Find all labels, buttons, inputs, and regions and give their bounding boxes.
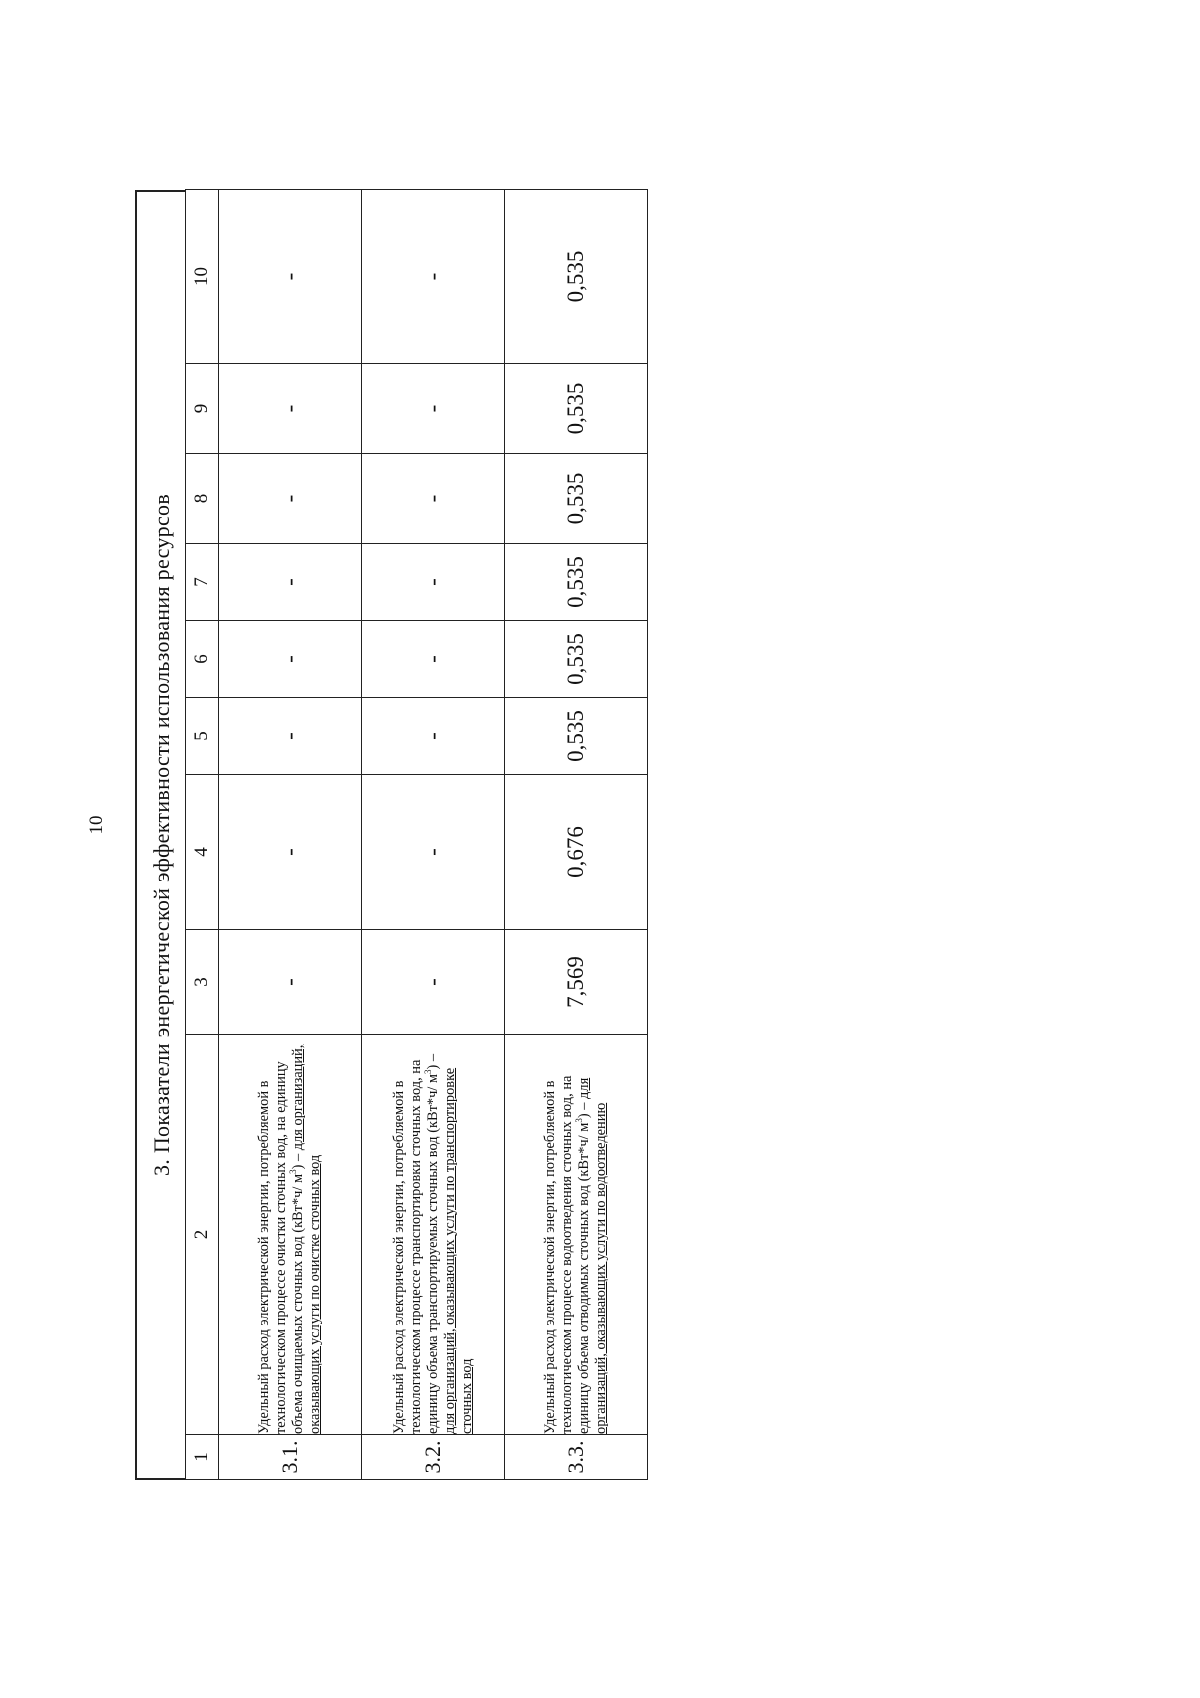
description-underlined: для организаций, оказывающих услуги по водоотведению — [576, 1077, 609, 1434]
value-cell: - — [219, 454, 362, 544]
value-cell: 0,535 — [505, 190, 648, 364]
header-cell: 2 — [186, 1035, 219, 1435]
value-cell: - — [362, 454, 505, 544]
value-cell: - — [362, 544, 505, 621]
value-cell: 7,569 — [505, 930, 648, 1035]
row-number: 3.2. — [362, 1435, 505, 1480]
header-cell: 9 — [186, 364, 219, 454]
row-description — [362, 1035, 505, 1435]
value-cell: - — [362, 698, 505, 775]
value-cell: - — [362, 364, 505, 454]
row-description — [505, 1035, 648, 1435]
section-title: 3. Показатели энергетической эффективности использования ресурсов — [135, 190, 185, 1480]
header-cell: 10 — [186, 190, 219, 364]
value-cell: - — [219, 930, 362, 1035]
header-cell: 8 — [186, 454, 219, 544]
value-cell: - — [362, 190, 505, 364]
row-number: 3.3. — [505, 1435, 648, 1480]
value-cell: 0,535 — [505, 698, 648, 775]
table-row — [362, 190, 505, 1480]
value-cell: - — [219, 364, 362, 454]
row-number: 3.1. — [219, 1435, 362, 1480]
value-cell: - — [219, 775, 362, 930]
description-text-after: ) – — [424, 1053, 441, 1070]
page-number: 10 — [86, 815, 107, 835]
value-cell: - — [362, 621, 505, 698]
value-cell: 0,676 — [505, 775, 648, 930]
rotated-table-block — [135, 190, 670, 1480]
description-underlined: для организаций, оказывающих услуги по транспортировке сточных вод — [441, 1067, 475, 1434]
value-cell: 0,535 — [505, 364, 648, 454]
value-cell: 0,535 — [505, 454, 648, 544]
header-cell: 3 — [186, 930, 219, 1035]
description-text-after: ) – — [290, 1150, 306, 1170]
description-superscript: 3 — [574, 1118, 585, 1123]
row-description — [219, 1035, 362, 1435]
value-cell: 0,535 — [505, 621, 648, 698]
description-underlined: для организаций, оказывающих услуги по очистке сточных вод — [290, 1044, 323, 1434]
table-row — [219, 190, 362, 1480]
value-cell: - — [219, 544, 362, 621]
energy-efficiency-table — [185, 189, 648, 1480]
header-cell: 7 — [186, 544, 219, 621]
header-cell: 6 — [186, 621, 219, 698]
table-row — [505, 190, 648, 1480]
header-cell: 1 — [186, 1435, 219, 1480]
value-cell: - — [219, 621, 362, 698]
description-text-after: ) – — [576, 1098, 592, 1119]
description-text: Удельный расход электрической энергии, потребляемой в технологическом процессе транспортировки сточных вод, на единицу объема транспортируемых сточных вод (кВт*ч/ м — [390, 1059, 441, 1434]
value-cell: - — [219, 190, 362, 364]
header-row — [186, 190, 219, 1480]
value-cell: - — [362, 930, 505, 1035]
value-cell: - — [219, 698, 362, 775]
value-cell: - — [362, 775, 505, 930]
header-cell: 5 — [186, 698, 219, 775]
description-superscript: 3 — [288, 1169, 299, 1174]
value-cell: 0,535 — [505, 544, 648, 621]
description-text: Удельный расход электрической энергии, потребляемой в технологическом процессе водоотведения сточных вод, на единицу объема отводимых сточных вод (кВт*ч/ м — [542, 1075, 592, 1434]
description-text: Удельный расход электрической энергии, потребляемой в технологическом процессе очистки сточных вод, на единицу объема очищаемых сточных вод (кВт*ч/ м — [256, 1061, 306, 1434]
header-cell: 4 — [186, 775, 219, 930]
description-superscript: 3 — [422, 1069, 433, 1074]
